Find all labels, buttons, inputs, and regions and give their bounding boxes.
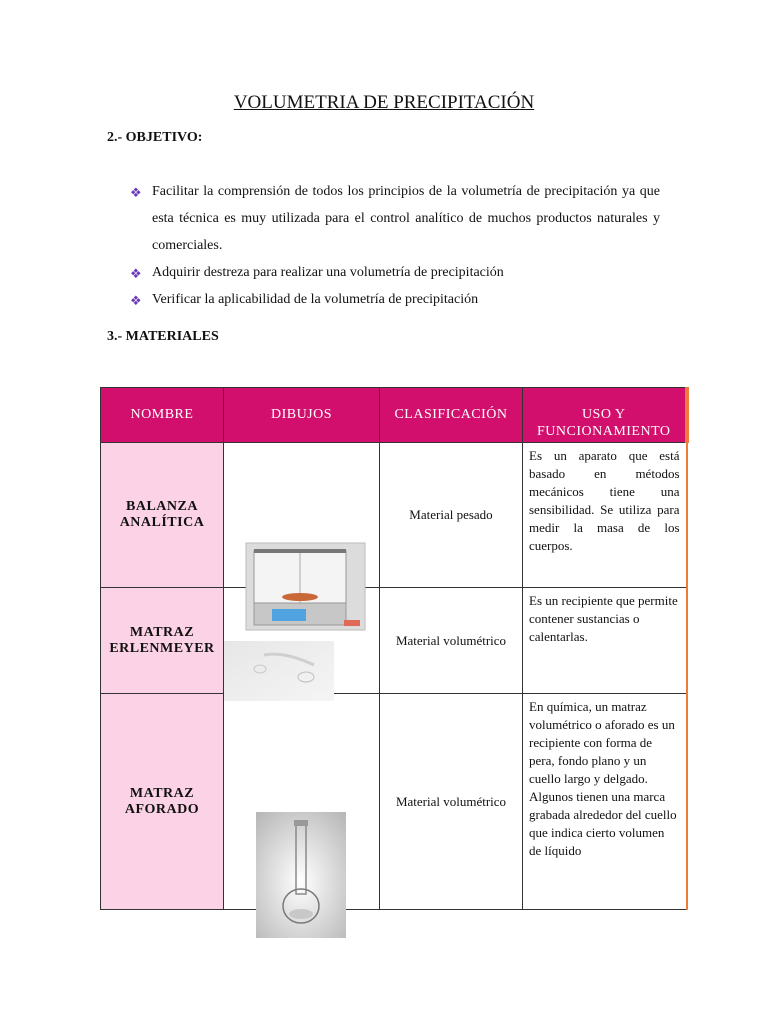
row-clasificacion: Material volumétrico	[380, 588, 523, 694]
document-title: VOLUMETRIA DE PRECIPITACIÓN	[233, 92, 535, 113]
header-uso: USO Y FUNCIONAMIENTO	[523, 388, 687, 443]
row-name: BALANZA ANALÍTICA	[101, 443, 224, 588]
objectives-list	[130, 178, 660, 313]
header-clasificacion: CLASIFICACIÓN	[380, 388, 523, 443]
row-clasificacion: Material pesado	[380, 443, 523, 588]
volumetric-flask-image	[224, 802, 380, 1018]
list-item: ❖ Adquirir destreza para realizar una volumetría de precipitación	[130, 259, 660, 286]
analytical-balance-image	[224, 515, 380, 660]
row-uso: En química, un matraz volumétrico o aforado es un recipiente con forma de pera, fondo plano y un cuello largo y delgado. Algunos tienen una marca grabada alrededor del cuello que indica cierto volumen de líquido	[523, 694, 687, 910]
header-nombre: NOMBRE	[101, 388, 224, 443]
materials-table	[100, 387, 689, 910]
row-uso: Es un recipiente que permite contener sustancias o calentarlas.	[523, 588, 687, 694]
row-uso: Es un aparato que está basado en métodos mecánicos tiene una sensibilidad. Se utiliza para medir la masa de los cuerpos.	[523, 443, 687, 588]
diamond-bullet-icon: ❖	[130, 185, 142, 200]
row-name: MATRAZ AFORADO	[101, 694, 224, 910]
row-name: MATRAZ ERLENMEYER	[101, 588, 224, 694]
table-row	[101, 588, 687, 694]
list-item: ❖ Verificar la aplicabilidad de la volumetría de precipitación	[130, 286, 660, 313]
list-item: ❖ Facilitar la comprensión de todos los principios de la volumetría de precipitación ya que esta técnica es muy utilizada para el control analítico de muchos productos naturales y comerciales.	[130, 178, 660, 259]
header-dibujos: DIBUJOS	[224, 388, 380, 443]
table-row	[101, 694, 687, 910]
diamond-bullet-icon: ❖	[130, 266, 142, 281]
diamond-bullet-icon: ❖	[130, 293, 142, 308]
drawing-cell	[224, 443, 380, 588]
materiales-heading: 3.- MATERIALES	[107, 329, 219, 344]
erlenmeyer-flask-image	[224, 641, 380, 747]
objetivo-heading: 2.- OBJETIVO:	[107, 130, 203, 145]
table-header-row	[101, 388, 687, 443]
table-row	[101, 443, 687, 588]
row-clasificacion: Material volumétrico	[380, 694, 523, 910]
